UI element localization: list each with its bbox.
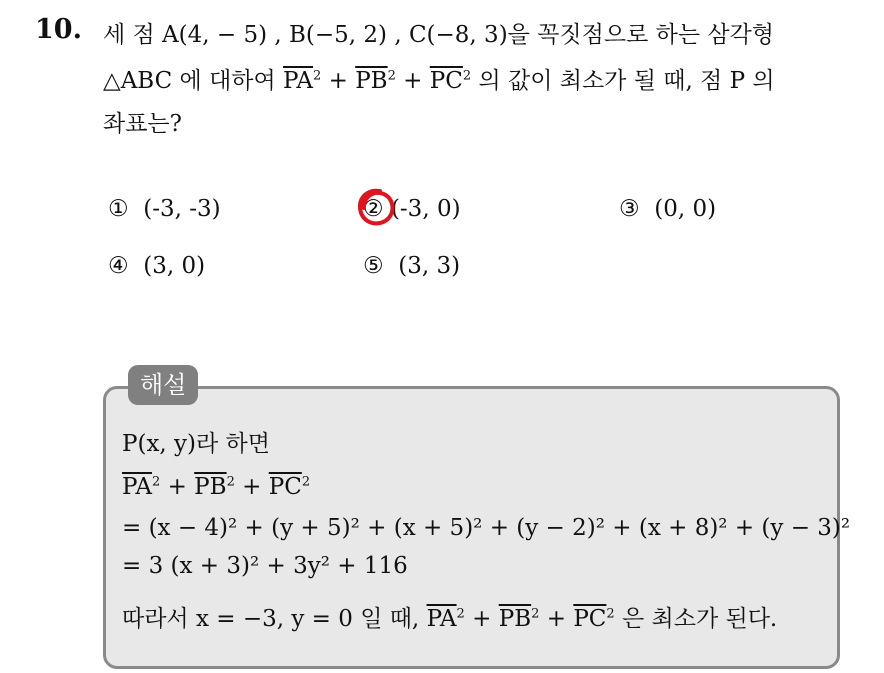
square-exponent: 2 (606, 606, 615, 622)
square-exponent: 2 (226, 474, 235, 490)
solution-line-5 (122, 600, 777, 633)
choice-3-number: ③ (619, 196, 640, 222)
segment-pb: $\overline{PB}$ (498, 606, 532, 632)
answer-circle-mark-icon (355, 186, 397, 228)
choice-1-number: ① (108, 196, 129, 222)
square-exponent: 2 (387, 68, 396, 84)
choice-1-text: (-3, -3) (143, 196, 221, 222)
plus-sign: + (539, 606, 574, 632)
choice-4-text: (3, 0) (143, 253, 206, 279)
plus-sign: + (395, 68, 430, 94)
question-line-2 (103, 62, 775, 95)
segment-pc: $\overline{PC}$ (429, 68, 463, 94)
solution-line-2 (122, 474, 310, 500)
choice-3[interactable] (619, 196, 716, 222)
choice-1[interactable] (108, 196, 221, 222)
segment-pc: $\overline{PC}$ (573, 606, 607, 632)
question-line-1: 세 점 A(4, − 5) , B(−5, 2) , C(−8, 3)을 꼭짓점으로 하는 삼각형 (103, 22, 774, 48)
solution-line-5-prefix: 따라서 x = −3, y = 0 일 때, (122, 606, 427, 632)
solution-tag: 해설 (128, 365, 198, 405)
question-line-3: 좌표는? (103, 111, 182, 137)
segment-pb: $\overline{PB}$ (355, 68, 388, 94)
square-exponent: 2 (301, 474, 311, 490)
choice-5-text: (3, 3) (398, 253, 461, 279)
plus-sign: + (234, 474, 269, 500)
plus-sign: + (321, 68, 356, 94)
segment-pa: $\overline{PA}$ (426, 606, 457, 632)
segment-pc: $\overline{PC}$ (268, 474, 302, 500)
square-exponent: 2 (456, 606, 465, 622)
solution-line-1: P(x, y)라 하면 (122, 431, 270, 457)
choice-2-number: ② (363, 196, 384, 222)
solution-line-5-suffix: 은 최소가 된다. (614, 606, 778, 632)
choice-3-text: (0, 0) (654, 196, 717, 222)
question-number: 10. (35, 14, 82, 45)
plus-sign: + (464, 606, 499, 632)
square-exponent: 2 (462, 68, 472, 84)
plus-sign: + (160, 474, 195, 500)
question-line-2-prefix: △ABC 에 대하여 (103, 68, 284, 94)
choice-5-number: ⑤ (363, 253, 384, 279)
segment-pb: $\overline{PB}$ (194, 474, 227, 500)
question-line-2-suffix: 의 값이 최소가 될 때, 점 P 의 (471, 68, 775, 94)
square-exponent: 2 (151, 474, 161, 490)
solution-line-3: = (x − 4)² + (y + 5)² + (x + 5)² + (y − 2)² + (x + 8)² + (y − 3)² (122, 515, 851, 541)
choice-2-text: (-3, 0) (390, 196, 461, 222)
choice-4-number: ④ (108, 253, 129, 279)
solution-line-4: = 3 (x + 3)² + 3y² + 116 (122, 553, 408, 579)
square-exponent: 2 (313, 68, 322, 84)
choice-4[interactable] (108, 253, 205, 279)
choice-5[interactable] (363, 253, 460, 279)
segment-pa: $\overline{PA}$ (122, 474, 152, 500)
square-exponent: 2 (531, 606, 540, 622)
segment-pa: $\overline{PA}$ (283, 68, 314, 94)
